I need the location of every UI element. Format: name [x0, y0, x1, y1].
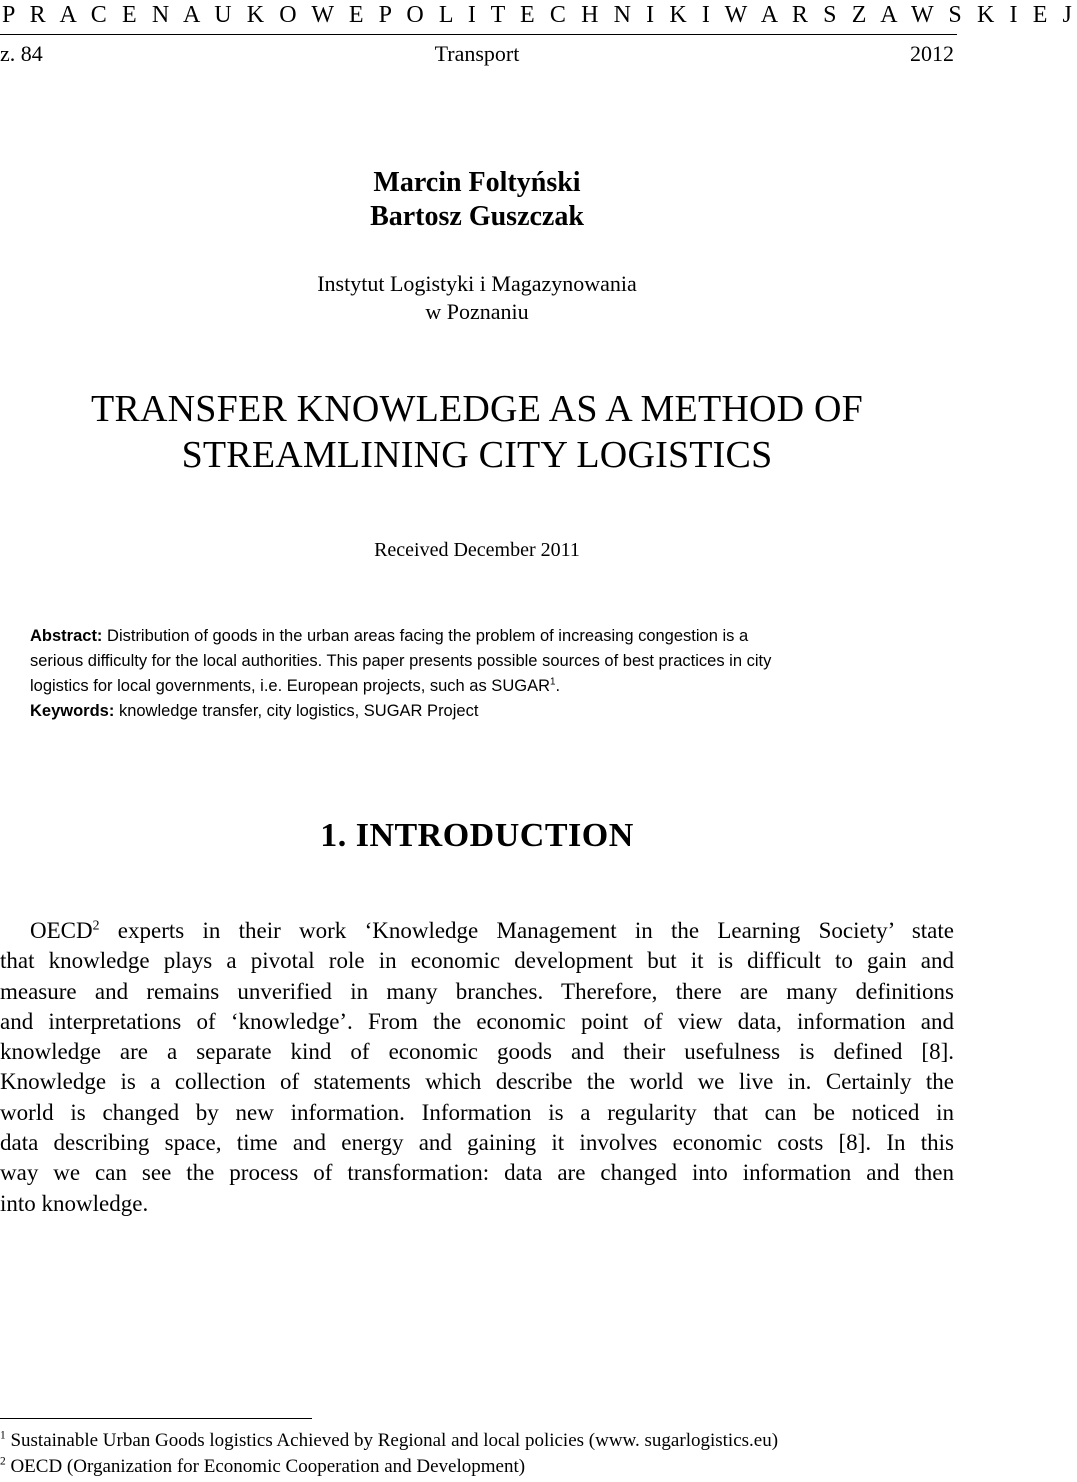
paragraph-line: Knowledge is a collection of statements which describe the world we live in. Certainly the: [0, 1069, 954, 1095]
footnote-ref-2: 2: [92, 917, 100, 933]
keywords-label: Keywords:: [30, 702, 115, 720]
abstract-line: Abstract: Distribution of goods in the urban areas facing the problem of increasing congestion is a: [30, 627, 749, 645]
footnote-rule: [0, 1418, 312, 1419]
footnote-mark: 2: [0, 1455, 6, 1468]
issue-row: [0, 40, 954, 68]
footnote-mark: 1: [0, 1429, 6, 1442]
abstract-label: Abstract:: [30, 627, 103, 645]
paragraph-line: knowledge are a separate kind of economic goods and their usefulness is defined [8].: [0, 1039, 954, 1065]
paragraph-line: into knowledge.: [0, 1190, 149, 1216]
affiliation-line-2: w Poznaniu: [425, 299, 529, 324]
paragraph-line: data describing space, time and energy and gaining it involves economic costs [8]. In this: [0, 1130, 954, 1156]
keywords: knowledge transfer, city logistics, SUGAR Project: [114, 702, 479, 720]
paragraph-line: measure and remains unverified in many branches. Therefore, there are many definitions: [0, 978, 954, 1004]
section-heading: 1. INTRODUCTION: [320, 817, 634, 854]
introduction-paragraph: [0, 916, 954, 1219]
paragraph-line: world is changed by new information. Information is a regularity that can be noticed in: [0, 1099, 954, 1125]
paper-title-line-2: STREAMLINING CITY LOGISTICS: [181, 434, 773, 476]
footnotes: [0, 1428, 954, 1480]
paragraph-line: way we can see the process of transformation: data are changed into information and then: [0, 1160, 954, 1186]
keywords-line: [30, 699, 930, 724]
abstract-line: serious difficulty for the local authorities. This paper presents possible sources of best practices in city: [30, 652, 772, 670]
author-1: Marcin Foltyński: [373, 167, 581, 198]
affiliation-line-1: Instytut Logistyki i Magazynowania: [317, 271, 637, 296]
series-name: Transport: [434, 41, 520, 66]
author-2: Bartosz Guszczak: [370, 201, 584, 232]
footnote-2: $^2$ OECD (Organization for Economic Cooperation and Development): [0, 1455, 526, 1477]
paragraph-line: OECD$^2$ experts in their work ‘Knowledge Management in the Learning Society’ state: [30, 917, 954, 943]
footnote-ref-1: 1: [549, 676, 556, 688]
issue-number: z. 84: [0, 41, 43, 66]
journal-title: P R A C E N A U K O W E P O L I T E C H N I K I W A R S Z A W S K I E J: [2, 2, 1077, 28]
paper-title-line-1: TRANSFER KNOWLEDGE AS A METHOD OF: [91, 388, 863, 430]
received-date: Received December 2011: [374, 539, 580, 561]
header-rule: [0, 34, 957, 35]
abstract-block: [30, 624, 930, 724]
abstract-line: logistics for local governments, i.e. European projects, such as SUGAR$^1$.: [30, 676, 561, 695]
issue-year: 2012: [910, 41, 954, 66]
paragraph-line: that knowledge plays a pivotal role in economic development but it is difficult to gain and: [0, 948, 954, 974]
footnote-1: $^1$ Sustainable Urban Goods logistics Achieved by Regional and local policies (www. sugarlogistics.eu): [0, 1429, 779, 1451]
paragraph-line: and interpretations of ‘knowledge’. From the economic point of view data, information and: [0, 1008, 954, 1034]
